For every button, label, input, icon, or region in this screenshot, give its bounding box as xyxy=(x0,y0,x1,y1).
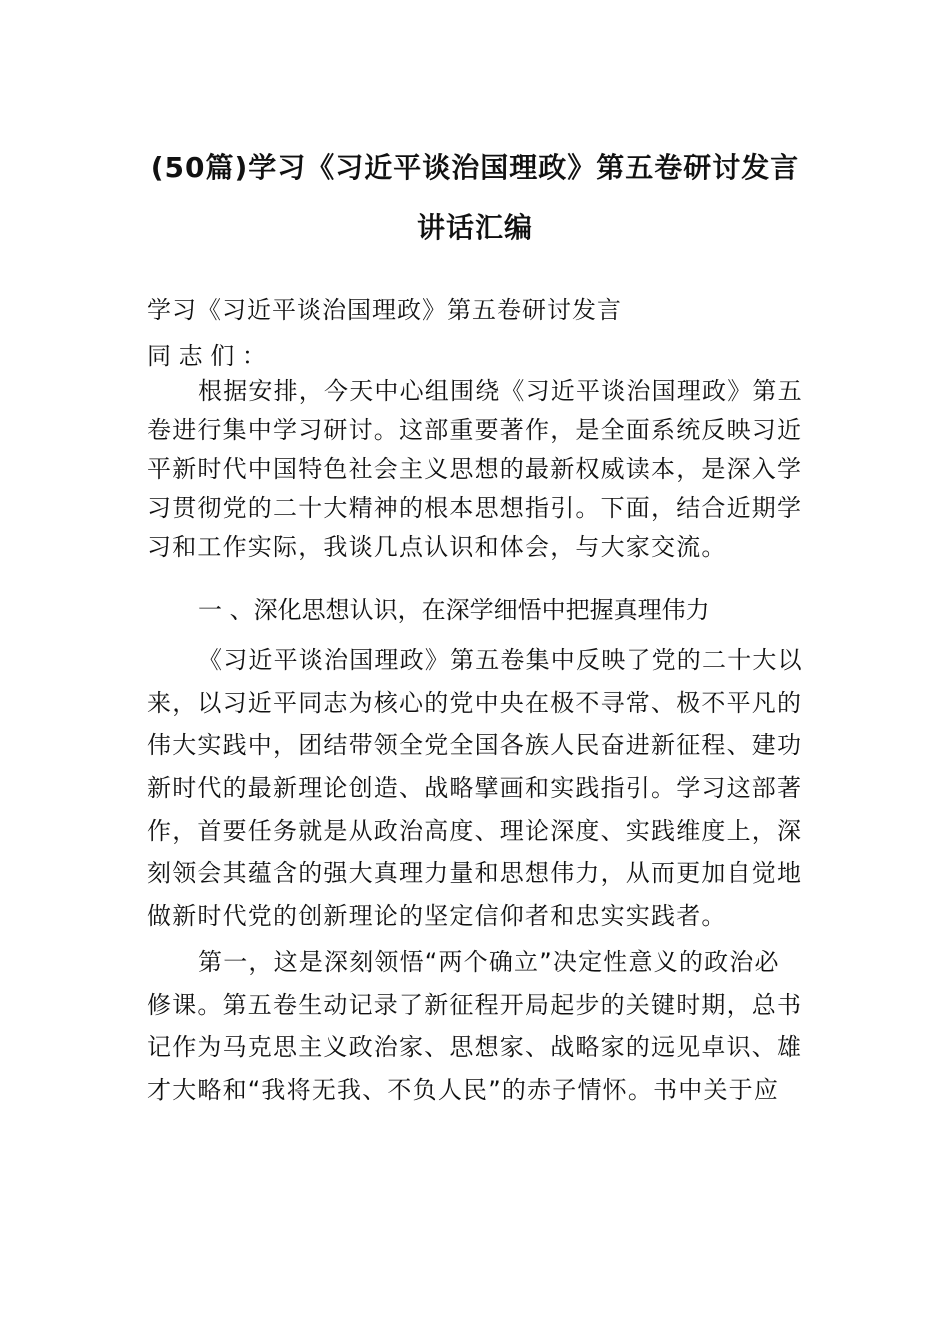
text-line: 习贯彻党的二十大精神的根本思想指引。下面，结合近期学 xyxy=(147,494,803,522)
text-line: 平新时代中国特色社会主义思想的最新权威读本，是深入学 xyxy=(147,455,803,483)
text-line: 做新时代党的创新理论的坚定信仰者和忠实实践者。 xyxy=(147,902,727,931)
text-line: 记作为马克思主义政治家、思想家、战略家的远见卓识、雄 xyxy=(147,1033,803,1062)
text-line: 《习近平谈治国理政》第五卷集中反映了党的二十大以 xyxy=(198,646,803,674)
paragraph-1 xyxy=(147,372,807,567)
text-line: 刻领会其蕴含的强大真理力量和思想伟力，从而更加自觉地 xyxy=(147,859,803,888)
text-line: 伟大实践中，团结带领全党全国各族人民奋进新征程、建功 xyxy=(147,731,803,760)
document-subtitle: 学习《习近平谈治国理政》第五卷研讨发言 xyxy=(147,296,622,324)
text-line: 作，首要任务就是从政治高度、理论深度、实践维度上，深 xyxy=(147,816,803,845)
text-line: 习和工作实际，我谈几点认识和体会，与大家交流。 xyxy=(147,533,727,561)
document-title-line1: (50篇)学习《习近平谈治国理政》第五卷研讨发言 xyxy=(150,151,800,184)
text-line: 才大略和“我将无我、不负人民”的赤子情怀。书中关于应 xyxy=(147,1076,780,1105)
paragraph-2 xyxy=(147,639,807,938)
text-line: 新时代的最新理论创造、战略擘画和实践指引。学习这部著 xyxy=(147,774,803,803)
document-title-line2: 讲话汇编 xyxy=(416,211,533,244)
text-line: 来，以习近平同志为核心的党中央在极不寻常、极不平凡的 xyxy=(147,688,803,717)
section-heading: 一 、深化思想认识，在深学细悟中把握真理伟力 xyxy=(198,596,710,624)
text-line: 卷进行集中学习研讨。这部重要著作，是全面系统反映习近 xyxy=(147,416,803,444)
greeting: 同 志 们 ： xyxy=(147,342,266,370)
text-line: 修课。第五卷生动记录了新征程开局起步的关键时期，总书 xyxy=(147,990,803,1019)
text-line: 根据安排，今天中心组围绕《习近平谈治国理政》第五 xyxy=(198,377,803,405)
text-line: 第一，这是深刻领悟“两个确立”决定性意义的政治必 xyxy=(198,948,780,976)
paragraph-3 xyxy=(147,941,807,1112)
